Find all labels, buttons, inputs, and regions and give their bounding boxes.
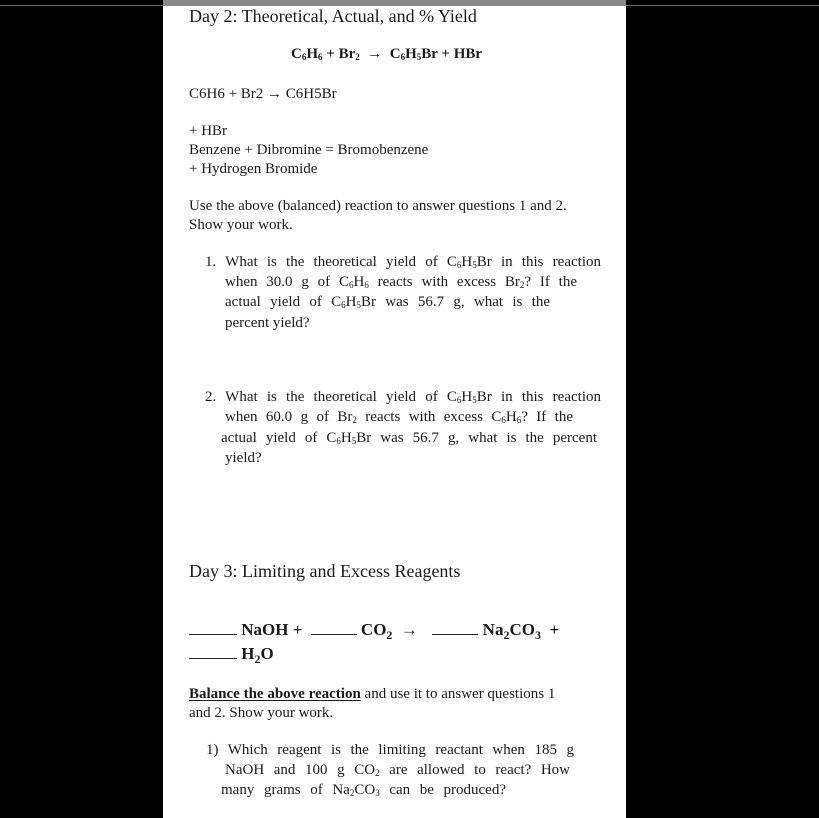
equation-text: C6H6 + Br2 → C6H5Br [189,86,337,102]
equation-text-cont: + HBr [189,123,228,139]
day2-equation: $C_6H_6 + Br_2 \to C_6H_5Br$ + HBr [291,46,483,62]
coefficient-blank-naoh[interactable] [189,620,237,635]
day2-heading: Day 2: Theoretical, Actual, and % Yield [189,6,477,26]
day3-instructions: Balance the above reaction and use it to answer questions 1 [189,686,556,702]
equation-words: Benzene + Dibromine = Bromobenzene [189,142,429,158]
arrow-icon: → [367,46,383,62]
arrow-icon: → [400,620,418,639]
day3-heading: Day 3: Limiting and Excess Reagents [189,561,461,581]
worksheet-page: Day 2: Theoretical, Actual, and % Yield $C_6H_6 + Br_2 \to C_6H_5Br$ + HBr C6H6 + Br2 → C6H5Br + HBr Benzene + Dibromine = Bromobenzene + Hydrogen Bromide Use the above (balanced) reaction to answer questions 1 and 2. Show your work. 1. What is the theoretical yield of $C_6H_5Br$ in this reaction when 30.0 g of $C_6H_6$ reacts with excess $Br_2$? If the actual yield of $C_6H_5Br$ was 56.7 g, what is the percent yield? 2. What is the theoretical yield of $C_6H_5Br$ in this reaction when 60.0 g of $Br_2$ reacts with excess $C_6H_6$? If the actual yield of $C_6H_5Br$ was 56.7 g, what is the percent yield? Day 3: Limiting and Excess Reagents NaOH + $CO_2$ → $Na_2CO_3$ + $H_2O$ Balance the above reaction and use it to answer questions 1 and 2. Show your work. 1) Which reagent is the limiting reactant when 185 g NaOH and 100 g $CO_2$ are allowed to react? How many grams of $Na_2CO_3$ can be produced? [163,6,626,818]
coefficient-blank-na2co3[interactable] [432,620,478,635]
equation-words-cont: + Hydrogen Bromide [189,161,318,177]
coefficient-blank-co2[interactable] [311,620,357,635]
day2-instructions: Use the above (balanced) reaction to answer questions 1 and 2. [189,198,567,214]
day3-instructions-cont: and 2. Show your work. [189,705,334,721]
coefficient-blank-h2o[interactable] [189,644,237,659]
day3-equation-line2: $H_2O$ [189,644,274,664]
day3-equation-line1: NaOH + $CO_2$ → $Na_2CO_3$ + [189,620,559,640]
day2-instructions-cont: Show your work. [189,217,293,233]
